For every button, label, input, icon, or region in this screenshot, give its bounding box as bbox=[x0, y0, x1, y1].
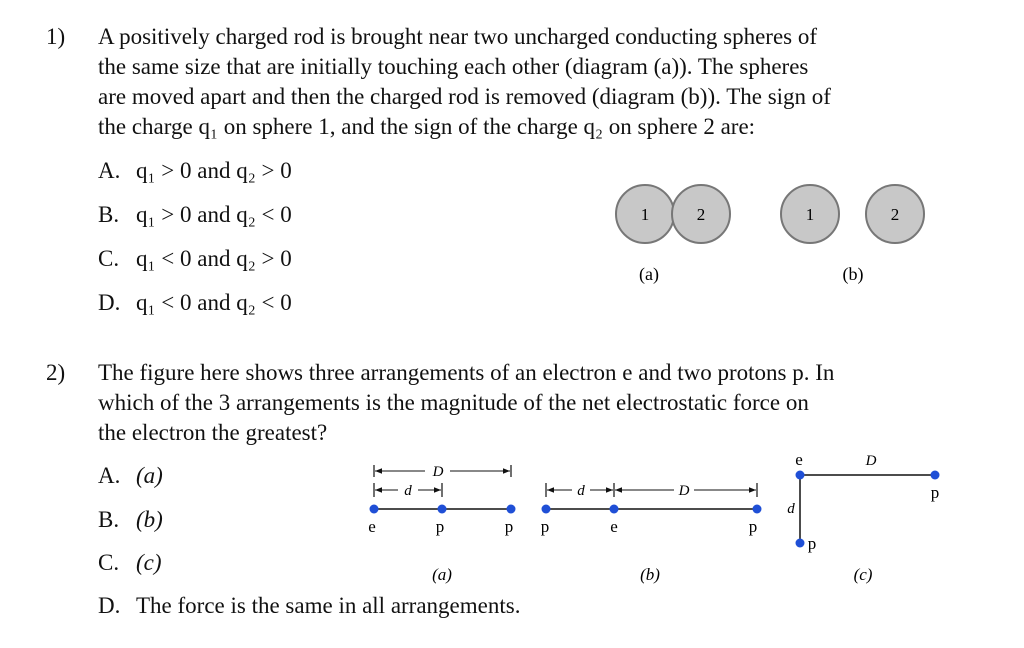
a-proton-1-dot bbox=[438, 505, 447, 514]
q2-number: 2) bbox=[46, 360, 66, 385]
q2-line-3: the electron the greatest? bbox=[98, 420, 328, 445]
q1-line-1: A positively charged rod is brought near two uncharged conducting spheres of bbox=[98, 24, 818, 49]
caption-b: (b) bbox=[842, 264, 864, 284]
c-proton-2-dot bbox=[931, 471, 940, 480]
b-caption: (b) bbox=[640, 565, 660, 584]
b-proton-2-label: p bbox=[748, 517, 758, 536]
q1-option-b-label: B. bbox=[98, 202, 120, 227]
c-D-label: D bbox=[865, 453, 877, 469]
b-proton-2-dot bbox=[753, 505, 762, 514]
arrangement-b bbox=[541, 483, 762, 584]
q1-option-b[interactable] bbox=[98, 202, 292, 228]
q1-option-d-label: D. bbox=[98, 290, 121, 315]
q1-option-a-label: A. bbox=[98, 158, 121, 183]
arrangement-a bbox=[368, 464, 515, 584]
a-proton-1-label: p bbox=[435, 517, 445, 536]
c-proton-1-label: p bbox=[807, 534, 817, 553]
q1-line-3: are moved apart and then the charged rod is removed (diagram (b)). The sign of bbox=[98, 84, 831, 109]
q2-option-b-text: (b) bbox=[136, 507, 163, 532]
c-electron-dot bbox=[796, 471, 805, 480]
q1-text bbox=[98, 22, 831, 142]
c-proton-1-dot bbox=[796, 539, 805, 548]
q2-option-c-label: C. bbox=[98, 550, 120, 575]
q1-option-c-label: C. bbox=[98, 246, 120, 271]
q1-option-a[interactable] bbox=[98, 158, 292, 184]
a-caption: (a) bbox=[432, 565, 452, 584]
sphere-1-b-label: 1 bbox=[805, 205, 815, 224]
c-caption: (c) bbox=[853, 565, 873, 584]
a-proton-2-dot bbox=[507, 505, 516, 514]
a-electron-label: e bbox=[368, 517, 376, 536]
q2-option-a-label: A. bbox=[98, 463, 121, 488]
q1-option-c-text: q₁ < 0 and q₂ > 0 bbox=[136, 246, 292, 271]
a-proton-2-label: p bbox=[504, 517, 514, 536]
q2-option-d-text: The force is the same in all arrangements. bbox=[136, 593, 521, 618]
sphere-1-a-label: 1 bbox=[640, 205, 650, 224]
q2-option-a[interactable] bbox=[98, 463, 163, 489]
q1-line-4: the charge q₁ on sphere 1, and the sign of the charge q₂ on sphere 2 are: bbox=[98, 114, 756, 139]
b-D-label: D bbox=[678, 483, 690, 499]
b-proton-1-dot bbox=[542, 505, 551, 514]
q2-figure bbox=[360, 448, 960, 593]
q1-option-d[interactable] bbox=[98, 290, 292, 316]
q2-option-a-text: (a) bbox=[136, 463, 163, 488]
q2-text bbox=[98, 358, 834, 448]
c-proton-2-label: p bbox=[930, 483, 940, 502]
b-proton-1-label: p bbox=[540, 517, 550, 536]
b-electron-label: e bbox=[610, 517, 618, 536]
b-electron-dot bbox=[610, 505, 619, 514]
sphere-2-a-label: 2 bbox=[696, 205, 706, 224]
diagram-b bbox=[781, 185, 924, 285]
c-d-label: d bbox=[787, 501, 795, 517]
c-electron-label: e bbox=[795, 450, 803, 469]
q1-option-a-text: q₁ > 0 and q₂ > 0 bbox=[136, 158, 292, 183]
a-d-label: d bbox=[404, 483, 412, 499]
q2-option-d[interactable] bbox=[98, 593, 520, 619]
q2-line-1: The figure here shows three arrangements of an electron e and two protons p. In bbox=[98, 360, 835, 385]
q2-option-b[interactable] bbox=[98, 507, 163, 533]
q1-option-b-text: q₁ > 0 and q₂ < 0 bbox=[136, 202, 292, 227]
q1-figure bbox=[540, 170, 940, 290]
a-D-label: D bbox=[432, 464, 444, 480]
q1-line-2: the same size that are initially touching each other (diagram (a)). The spheres bbox=[98, 54, 809, 79]
a-electron-dot bbox=[370, 505, 379, 514]
q2-line-2: which of the 3 arrangements is the magnitude of the net electrostatic force on bbox=[98, 390, 809, 415]
q1-number: 1) bbox=[46, 24, 66, 49]
q2-option-d-label: D. bbox=[98, 593, 121, 618]
q2-option-b-label: B. bbox=[98, 507, 120, 532]
diagram-a bbox=[616, 185, 730, 285]
q2-option-c[interactable] bbox=[98, 550, 162, 576]
q2-option-c-text: (c) bbox=[136, 550, 162, 575]
caption-a: (a) bbox=[639, 264, 659, 284]
b-d-label: d bbox=[577, 483, 585, 499]
q1-option-d-text: q₁ < 0 and q₂ < 0 bbox=[136, 290, 292, 315]
q1-option-c[interactable] bbox=[98, 246, 292, 272]
sphere-2-b-label: 2 bbox=[890, 205, 900, 224]
arrangement-c bbox=[787, 450, 939, 584]
